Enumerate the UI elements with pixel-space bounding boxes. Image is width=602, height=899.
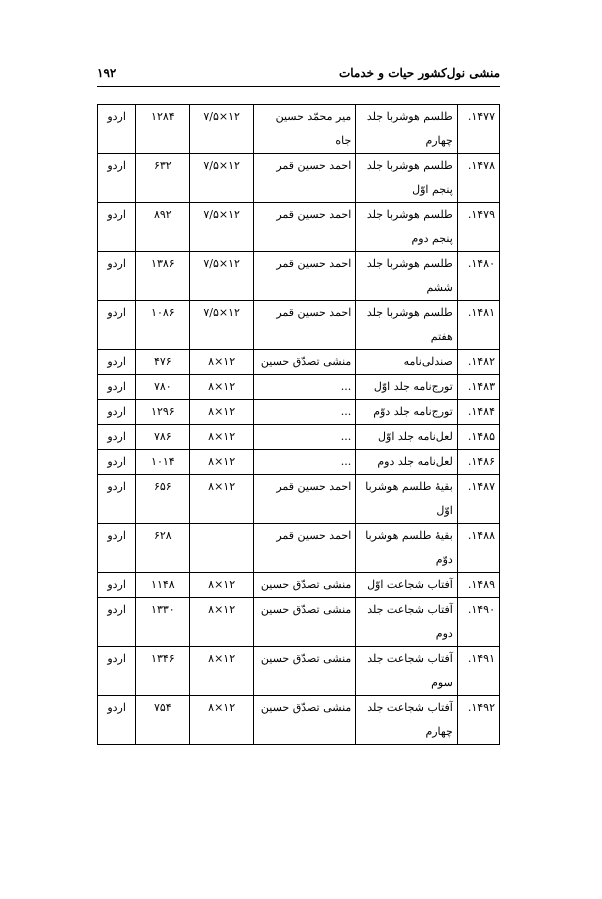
size-cell: ۱۲×۷/۵	[190, 252, 253, 301]
pages-cell: ۶۳۲	[136, 154, 190, 203]
entry-number-cell: ۱۴۷۸.	[457, 154, 499, 203]
table-row	[98, 524, 500, 573]
title-cell: تورج‌نامه جلد اوّل	[356, 375, 458, 400]
author-cell: منشی تصدّق حسین	[253, 598, 356, 647]
author-cell: منشی تصدّق حسین	[253, 696, 356, 745]
author-cell: ...	[253, 450, 356, 475]
author-cell: احمد حسین قمر	[253, 252, 356, 301]
language-cell: اردو	[98, 375, 136, 400]
entry-number-cell: ۱۴۸۸.	[457, 524, 499, 573]
pages-cell: ۱۳۴۶	[136, 647, 190, 696]
size-cell: ۱۲×۷/۵	[190, 301, 253, 350]
pages-cell: ۷۸۰	[136, 375, 190, 400]
language-cell: اردو	[98, 400, 136, 425]
pages-cell: ۱۰۸۶	[136, 301, 190, 350]
table-row	[98, 598, 500, 647]
title-cell: آفتاب شجاعت جلد دوم	[356, 598, 458, 647]
entry-number-cell: ۱۴۸۲.	[457, 350, 499, 375]
running-title: منشی نول‌کشور حیات و خدمات	[338, 66, 500, 80]
pages-cell: ۶۵۶	[136, 475, 190, 524]
size-cell: ۱۲×۷/۵	[190, 203, 253, 252]
author-cell: منشی تصدّق حسین	[253, 647, 356, 696]
table-row	[98, 450, 500, 475]
title-cell: تورج‌نامه جلد دوّم	[356, 400, 458, 425]
table-row	[98, 301, 500, 350]
language-cell: اردو	[98, 301, 136, 350]
entry-number-cell: ۱۴۸۹.	[457, 573, 499, 598]
table-row	[98, 400, 500, 425]
size-cell: ۱۲×۷/۵	[190, 105, 253, 154]
author-cell: احمد حسین قمر	[253, 301, 356, 350]
table-row	[98, 252, 500, 301]
table-row	[98, 203, 500, 252]
title-cell: لعل‌نامه جلد اوّل	[356, 425, 458, 450]
catalog-table	[97, 104, 500, 745]
entry-number-cell: ۱۴۸۱.	[457, 301, 499, 350]
entry-number-cell: ۱۴۸۴.	[457, 400, 499, 425]
title-cell: صندلی‌نامه	[356, 350, 458, 375]
pages-cell: ۷۵۴	[136, 696, 190, 745]
title-cell: طلسم هوشربا جلد چهارم	[356, 105, 458, 154]
author-cell: منشی تصدّق حسین	[253, 573, 356, 598]
size-cell: ۱۲×۷/۵	[190, 154, 253, 203]
size-cell: ۱۲×۸	[190, 696, 253, 745]
entry-number-cell: ۱۴۹۱.	[457, 647, 499, 696]
size-cell	[190, 524, 253, 573]
language-cell: اردو	[98, 573, 136, 598]
size-cell: ۱۲×۸	[190, 375, 253, 400]
page-number: ۱۹۲	[97, 66, 117, 80]
language-cell: اردو	[98, 350, 136, 375]
title-cell: طلسم هوشربا جلد پنجم اوّل	[356, 154, 458, 203]
author-cell: احمد حسین قمر	[253, 524, 356, 573]
entry-number-cell: ۱۴۸۵.	[457, 425, 499, 450]
language-cell: اردو	[98, 647, 136, 696]
size-cell: ۱۲×۸	[190, 573, 253, 598]
table-row	[98, 647, 500, 696]
language-cell: اردو	[98, 475, 136, 524]
language-cell: اردو	[98, 524, 136, 573]
author-cell: میر محمّد حسین جاه	[253, 105, 356, 154]
entry-number-cell: ۱۴۷۹.	[457, 203, 499, 252]
pages-cell: ۱۲۸۴	[136, 105, 190, 154]
size-cell: ۱۲×۸	[190, 400, 253, 425]
pages-cell: ۱۱۴۸	[136, 573, 190, 598]
author-cell: احمد حسین قمر	[253, 154, 356, 203]
author-cell: احمد حسین قمر	[253, 203, 356, 252]
size-cell: ۱۲×۸	[190, 598, 253, 647]
pages-cell: ۱۳۳۰	[136, 598, 190, 647]
table-row	[98, 475, 500, 524]
title-cell: لعل‌نامه جلد دوم	[356, 450, 458, 475]
title-cell: طلسم هوشربا جلد هفتم	[356, 301, 458, 350]
title-cell: آفتاب شجاعت اوّل	[356, 573, 458, 598]
size-cell: ۱۲×۸	[190, 475, 253, 524]
author-cell: ...	[253, 375, 356, 400]
pages-cell: ۸۹۲	[136, 203, 190, 252]
table-row	[98, 425, 500, 450]
table-row	[98, 573, 500, 598]
catalog-table-body	[98, 105, 500, 745]
language-cell: اردو	[98, 252, 136, 301]
table-row	[98, 350, 500, 375]
entry-number-cell: ۱۴۸۷.	[457, 475, 499, 524]
entry-number-cell: ۱۴۹۲.	[457, 696, 499, 745]
entry-number-cell: ۱۴۹۰.	[457, 598, 499, 647]
table-row	[98, 154, 500, 203]
pages-cell: ۱۰۱۴	[136, 450, 190, 475]
running-header	[97, 66, 500, 87]
title-cell: طلسم هوشربا جلد ششم	[356, 252, 458, 301]
title-cell: آفتاب شجاعت جلد سوم	[356, 647, 458, 696]
pages-cell: ۱۲۹۶	[136, 400, 190, 425]
pages-cell: ۱۳۸۶	[136, 252, 190, 301]
author-cell: احمد حسین قمر	[253, 475, 356, 524]
size-cell: ۱۲×۸	[190, 425, 253, 450]
title-cell: بقیهٔ طلسم هوشربا دوّم	[356, 524, 458, 573]
entry-number-cell: ۱۴۷۷.	[457, 105, 499, 154]
author-cell: ...	[253, 425, 356, 450]
title-cell: طلسم هوشربا جلد پنجم دوم	[356, 203, 458, 252]
language-cell: اردو	[98, 203, 136, 252]
language-cell: اردو	[98, 450, 136, 475]
pages-cell: ۴۷۶	[136, 350, 190, 375]
table-row	[98, 105, 500, 154]
size-cell: ۱۲×۸	[190, 350, 253, 375]
table-row	[98, 375, 500, 400]
size-cell: ۱۲×۸	[190, 450, 253, 475]
pages-cell: ۶۲۸	[136, 524, 190, 573]
author-cell: ...	[253, 400, 356, 425]
language-cell: اردو	[98, 696, 136, 745]
table-row	[98, 696, 500, 745]
language-cell: اردو	[98, 154, 136, 203]
entry-number-cell: ۱۴۸۶.	[457, 450, 499, 475]
author-cell: منشی تصدّق حسین	[253, 350, 356, 375]
entry-number-cell: ۱۴۸۳.	[457, 375, 499, 400]
language-cell: اردو	[98, 105, 136, 154]
title-cell: بقیهٔ طلسم هوشربا اوّل	[356, 475, 458, 524]
language-cell: اردو	[98, 598, 136, 647]
pages-cell: ۷۸۶	[136, 425, 190, 450]
entry-number-cell: ۱۴۸۰.	[457, 252, 499, 301]
title-cell: آفتاب شجاعت جلد چهارم	[356, 696, 458, 745]
size-cell: ۱۲×۸	[190, 647, 253, 696]
language-cell: اردو	[98, 425, 136, 450]
